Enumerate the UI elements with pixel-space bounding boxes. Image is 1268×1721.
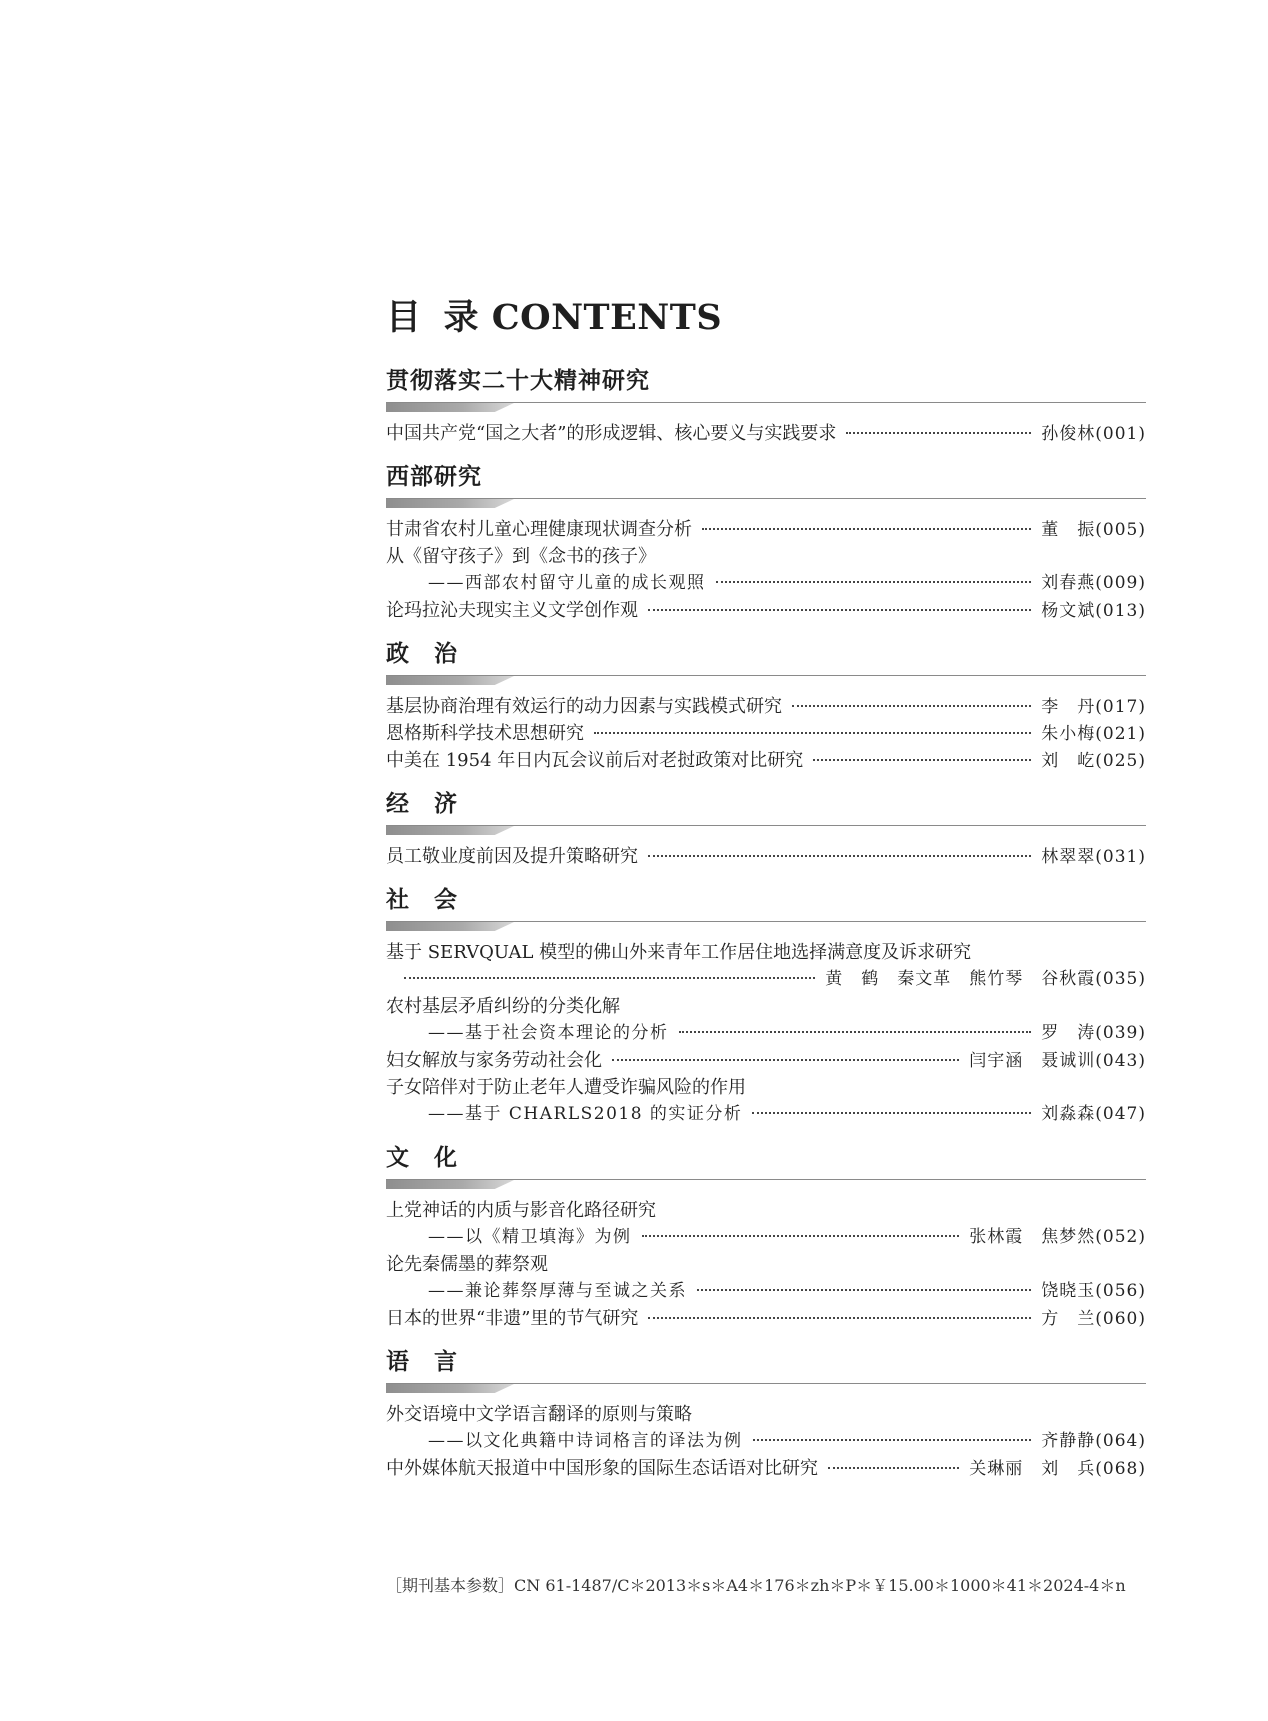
toc-entry[interactable] xyxy=(386,1224,1146,1251)
dot-leader xyxy=(612,1059,959,1061)
section-header xyxy=(386,1143,1146,1191)
title-en: CONTENTS xyxy=(491,297,723,338)
toc-entry[interactable] xyxy=(386,1305,1146,1332)
section-rule xyxy=(386,675,1146,676)
entry-author-page: 黄 鹤 秦文革 熊竹琴 谷秋霞(035) xyxy=(825,969,1146,989)
toc-entry[interactable] xyxy=(386,1074,1146,1101)
section-header xyxy=(386,1347,1146,1395)
toc-section xyxy=(386,789,1146,870)
section-title: 社 会 xyxy=(386,887,458,913)
entry-title: 甘肃省农村儿童心理健康现状调查分析 xyxy=(386,519,692,540)
entry-title: 基层协商治理有效运行的动力因素与实践模式研究 xyxy=(386,696,782,717)
dot-leader xyxy=(648,1317,1031,1319)
dot-leader xyxy=(753,1439,1032,1441)
section-entries xyxy=(386,414,1146,447)
toc-entry[interactable] xyxy=(386,597,1146,624)
entry-subtitle: ——基于 CHARLS2018 的实证分析 xyxy=(428,1104,743,1124)
toc-entry[interactable] xyxy=(386,543,1146,570)
page-title xyxy=(386,296,1146,340)
dot-leader xyxy=(846,432,1031,434)
entry-title: 中外媒体航天报道中中国形象的国际生态话语对比研究 xyxy=(386,1458,818,1479)
entry-author-page: 刘春燕(009) xyxy=(1041,573,1146,593)
section-entries xyxy=(386,933,1146,1128)
toc-entry[interactable] xyxy=(386,1101,1146,1128)
entry-author-page: 刘 屹(025) xyxy=(1041,751,1146,771)
entry-title: 妇女解放与家务劳动社会化 xyxy=(386,1050,602,1071)
toc-sections xyxy=(386,366,1146,1482)
section-title: 经 济 xyxy=(386,791,458,817)
section-entries xyxy=(386,1395,1146,1482)
section-entries xyxy=(386,1191,1146,1332)
section-entries xyxy=(386,687,1146,774)
entry-title: 中美在 1954 年日内瓦会议前后对老挝政策对比研究 xyxy=(386,750,804,771)
section-rule xyxy=(386,402,1146,403)
entry-title: 外交语境中文学语言翻译的原则与策略 xyxy=(386,1404,692,1425)
toc-entry[interactable] xyxy=(386,966,1146,993)
section-bar xyxy=(386,826,514,835)
entry-title: 论玛拉沁夫现实主义文学创作观 xyxy=(386,600,638,621)
entry-title: 上党神话的内质与影音化路径研究 xyxy=(386,1200,656,1221)
section-header xyxy=(386,366,1146,414)
toc-entry[interactable] xyxy=(386,516,1146,543)
dot-leader xyxy=(648,609,1031,611)
entry-title: 从《留守孩子》到《念书的孩子》 xyxy=(386,546,656,567)
section-bar xyxy=(386,499,514,508)
dot-leader xyxy=(697,1289,1031,1291)
dot-leader xyxy=(752,1112,1031,1114)
section-header xyxy=(386,639,1146,687)
toc-entry[interactable] xyxy=(386,693,1146,720)
entry-title: 日本的世界“非遗”里的节气研究 xyxy=(386,1308,639,1329)
toc-entry[interactable] xyxy=(386,1455,1146,1482)
section-bar xyxy=(386,676,514,685)
section-title: 政 治 xyxy=(386,641,458,667)
toc-entry[interactable] xyxy=(386,747,1146,774)
entry-author-page: 张林霞 焦梦然(052) xyxy=(969,1227,1146,1247)
entry-title: 恩格斯科学技术思想研究 xyxy=(386,723,584,744)
section-entries xyxy=(386,510,1146,624)
dot-leader xyxy=(642,1235,960,1237)
toc-section xyxy=(386,462,1146,624)
toc-entry[interactable] xyxy=(386,1401,1146,1428)
dot-leader xyxy=(679,1031,1032,1033)
toc-section xyxy=(386,366,1146,447)
entry-subtitle: ——以《精卫填海》为例 xyxy=(428,1227,632,1247)
section-bar xyxy=(386,1384,514,1393)
dot-leader xyxy=(648,855,1031,857)
section-title: 文 化 xyxy=(386,1145,458,1171)
title-cn-1: 目 xyxy=(386,297,422,338)
entry-title: 子女陪伴对于防止老年人遭受诈骗风险的作用 xyxy=(386,1077,746,1098)
toc-section xyxy=(386,1143,1146,1332)
entry-author-page: 李 丹(017) xyxy=(1041,697,1146,717)
entry-author-page: 林翠翠(031) xyxy=(1041,847,1146,867)
entry-author-page: 孙俊林(001) xyxy=(1041,424,1146,444)
entry-subtitle: ——兼论葬祭厚薄与至诚之关系 xyxy=(428,1281,687,1301)
toc-entry[interactable] xyxy=(386,420,1146,447)
dot-leader xyxy=(702,528,1031,530)
entry-author-page: 饶晓玉(056) xyxy=(1041,1281,1146,1301)
entry-author-page: 闫宇涵 聂诚训(043) xyxy=(969,1051,1146,1071)
dot-leader xyxy=(792,705,1031,707)
journal-parameters: ［期刊基本参数］CN 61-1487/C＊2013＊s＊A4＊176＊zh＊P＊￥15.00＊1000＊41＊2024-4＊n xyxy=(386,1576,1126,1595)
toc-section xyxy=(386,639,1146,774)
entry-subtitle: ——西部农村留守儿童的成长观照 xyxy=(428,573,706,593)
toc-entry[interactable] xyxy=(386,939,1146,966)
dot-leader xyxy=(716,581,1032,583)
toc-entry[interactable] xyxy=(386,1020,1146,1047)
entry-author-page: 刘淼森(047) xyxy=(1041,1104,1146,1124)
toc-entry[interactable] xyxy=(386,1278,1146,1305)
section-title: 贯彻落实二十大精神研究 xyxy=(386,368,650,394)
toc-entry[interactable] xyxy=(386,1428,1146,1455)
entry-title: 农村基层矛盾纠纷的分类化解 xyxy=(386,996,620,1017)
entry-author-page: 方 兰(060) xyxy=(1041,1309,1146,1329)
section-rule xyxy=(386,1383,1146,1384)
entry-author-page: 罗 涛(039) xyxy=(1041,1023,1146,1043)
section-bar xyxy=(386,403,514,412)
toc-entry[interactable] xyxy=(386,843,1146,870)
section-header xyxy=(386,789,1146,837)
entry-author-page: 杨文斌(013) xyxy=(1041,601,1146,621)
entry-author-page: 关琳丽 刘 兵(068) xyxy=(969,1459,1146,1479)
toc-entry[interactable] xyxy=(386,993,1146,1020)
toc-entry[interactable] xyxy=(386,1197,1146,1224)
section-header xyxy=(386,885,1146,933)
section-bar xyxy=(386,922,514,931)
section-header xyxy=(386,462,1146,510)
section-rule xyxy=(386,825,1146,826)
section-rule xyxy=(386,498,1146,499)
dot-leader xyxy=(404,977,815,979)
entry-author-page: 朱小梅(021) xyxy=(1041,724,1146,744)
dot-leader xyxy=(594,732,1031,734)
entry-subtitle: ——以文化典籍中诗词格言的译法为例 xyxy=(428,1431,743,1451)
dot-leader xyxy=(813,759,1031,761)
section-bar xyxy=(386,1180,514,1189)
entry-title: 员工敬业度前因及提升策略研究 xyxy=(386,846,638,867)
entry-subtitle: ——基于社会资本理论的分析 xyxy=(428,1023,669,1043)
entry-title: 中国共产党“国之大者”的形成逻辑、核心要义与实践要求 xyxy=(386,423,837,444)
entry-author-page: 董 振(005) xyxy=(1041,520,1146,540)
toc-page xyxy=(386,296,1146,1497)
toc-entry[interactable] xyxy=(386,720,1146,747)
toc-section xyxy=(386,1347,1146,1482)
toc-section xyxy=(386,885,1146,1128)
toc-entry[interactable] xyxy=(386,1251,1146,1278)
section-title: 语 言 xyxy=(386,1349,458,1375)
entry-author-page: 齐静静(064) xyxy=(1041,1431,1146,1451)
section-rule xyxy=(386,1179,1146,1180)
entry-title: 论先秦儒墨的葬祭观 xyxy=(386,1254,548,1275)
section-rule xyxy=(386,921,1146,922)
entry-title: 基于 SERVQUAL 模型的佛山外来青年工作居住地选择满意度及诉求研究 xyxy=(386,942,972,963)
section-entries xyxy=(386,837,1146,870)
dot-leader xyxy=(828,1467,959,1469)
toc-entry[interactable] xyxy=(386,1047,1146,1074)
section-title: 西部研究 xyxy=(386,464,482,490)
toc-entry[interactable] xyxy=(386,570,1146,597)
title-cn-2: 录 xyxy=(443,297,480,338)
